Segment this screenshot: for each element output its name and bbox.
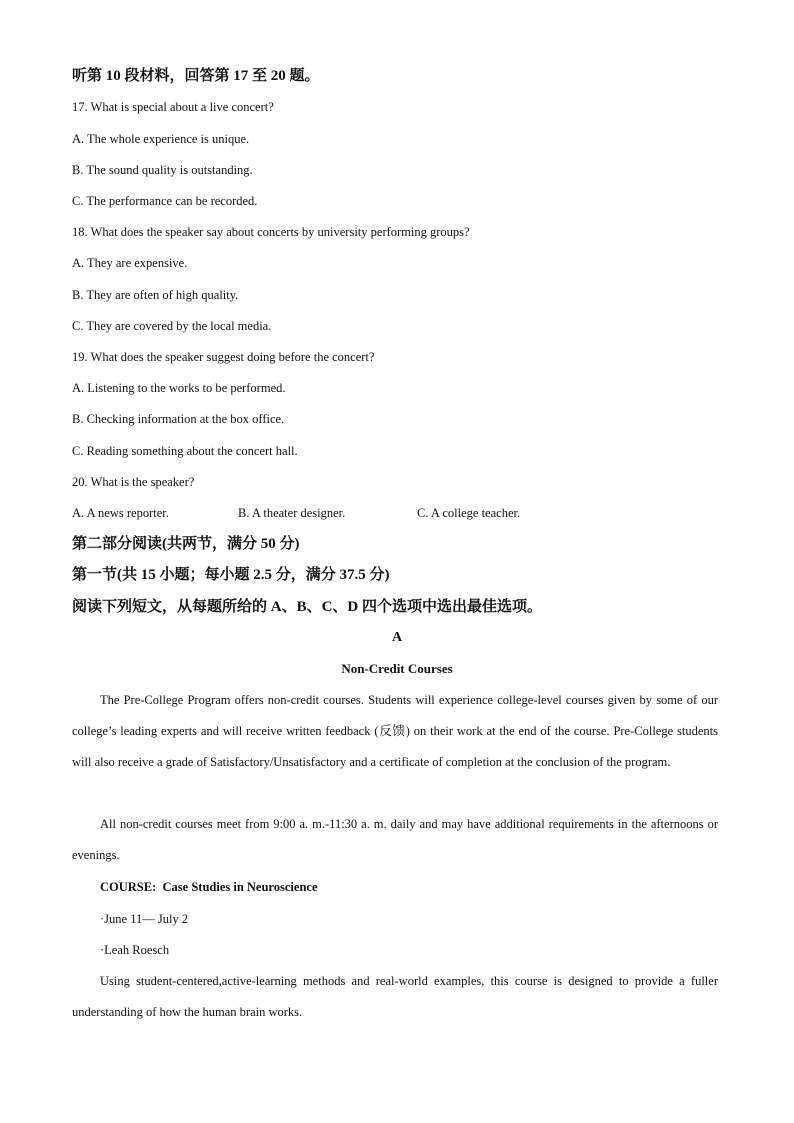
question-19-stem: 19. What does the speaker suggest doing before the concert? [72,350,375,364]
passage-letter: A [391,630,403,645]
question-18-option-a: A. They are expensive. [72,256,188,270]
section10-heading: 听第 10 段材料，回答第 17 至 20 题。 [72,68,320,84]
course-instructor: ·Leah Roesch [100,943,170,957]
passage-paragraph-2: All non-credit courses meet from 9:00 a. m.-11:30 a. m. daily and may have additional requirements in the afternoons or evenings. [72,817,718,863]
question-20-stem: 20. What is the speaker? [72,475,195,489]
passage-title: Non-Credit Courses [341,661,453,676]
question-17-option-b: B. The sound quality is outstanding. [72,163,253,177]
course-description: Using student-centered,active-learning methods and real-world examples, this course is designed to provide a fuller understanding of how the human brain works. [72,974,718,1020]
question-17-option-c: C. The performance can be recorded. [72,194,258,208]
question-19-option-a: A. Listening to the works to be performed. [72,381,286,395]
question-19-option-c: C. Reading something about the concert hall. [72,444,298,458]
reading-instruction: 阅读下列短文，从每题所给的 A、B、C、D 四个选项中选出最佳选项。 [72,599,543,615]
course-name: Case Studies in Neuroscience [162,880,318,894]
question-20-option-a: A. A news reporter. [72,506,169,520]
passage-paragraph-1: The Pre-College Program offers non-credit courses. Students will experience college-level courses given by some of our college’s leading experts and will receive written feedback (反馈) on their work at the end of the course. Pre-College students will also receive a grade of Satisfactory/Unsatisfactory and a certificate of completion at the conclusion of the program. [72,693,718,770]
question-20-option-c: C. A college teacher. [417,506,521,520]
course-dates: ·June 11— July 2 [100,912,189,926]
question-20-option-b: B. A theater designer. [238,506,346,520]
question-17-stem: 17. What is special about a live concert? [72,100,274,114]
question-19-option-b: B. Checking information at the box office. [72,412,285,426]
part2-heading: 第二部分阅读(共两节，满分 50 分) [72,536,300,552]
question-18-stem: 18. What does the speaker say about concerts by university performing groups? [72,225,470,239]
question-18-option-c: C. They are covered by the local media. [72,319,272,333]
course-label: COURSE: [100,880,157,894]
course-heading [100,879,318,895]
question-17-option-a: A. The whole experience is unique. [72,132,250,146]
section1-heading: 第一节(共 15 小题；每小题 2.5 分，满分 37.5 分) [72,567,390,583]
question-18-option-b: B. They are often of high quality. [72,288,239,302]
